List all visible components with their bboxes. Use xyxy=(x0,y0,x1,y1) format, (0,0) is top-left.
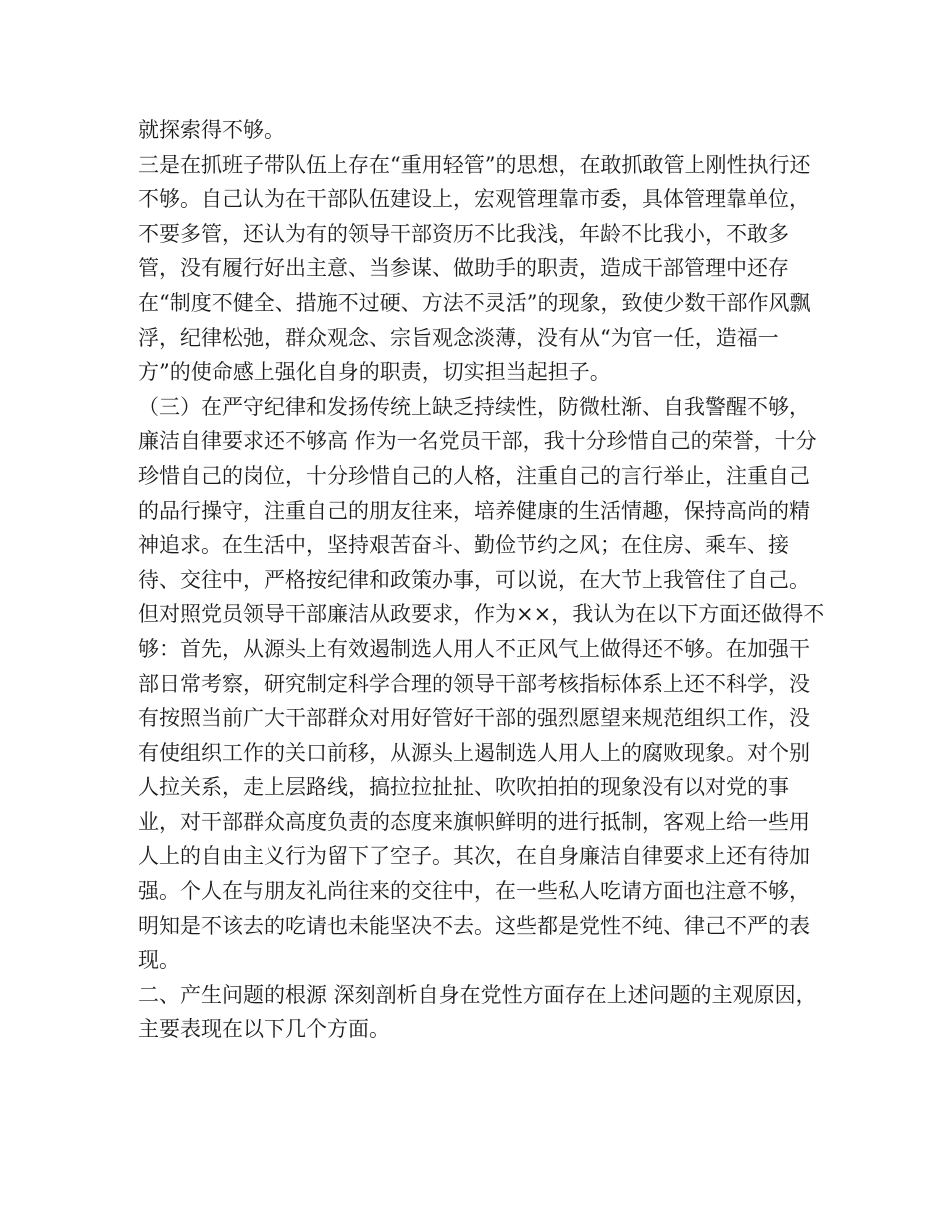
paragraph-3: （三）在严守纪律和发扬传统上缺乏持续性，防微杜渐、自我警醒不够，廉洁自律要求还不够高 作为一名党员干部，我十分珍惜自己的荣誉，十分珍惜自己的岗位，十分珍惜自己的人格，注重自己的言行举止，注重自己的品行操守，注重自己的朋友往来，培养健康的生活情趣，保持高尚的精神追求。在生活中，坚持艰苦奋斗、勤俭节约之风；在住房、乘车、接待、交往中，严格按纪律和政策办事，可以说，在大节上我管住了自己。但对照党员领导干部廉洁从政要求，作为××，我认为在以下方面还做得不够：首先，从源头上有效遏制选人用人不正风气上做得还不够。在加强干部日常考察，研究制定科学合理的领导干部考核指标体系上还不科学，没有按照当前广大干部群众对用好管好干部的强烈愿望来规范组织工作，没有使组织工作的关口前移，从源头上遏制选人用人上的腐败现象。对个别人拉关系，走上层路线，搞拉拉扯扯、吹吹拍拍的现象没有以对党的事业，对干部群众高度负责的态度来旗帜鲜明的进行抵制，客观上给一些用人上的自由主义行为留下了空子。其次，在自身廉洁自律要求上还有待加强。个人在与朋友礼尚往来的交往中，在一些私人吃请方面也注意不够，明知是不该去的吃请也未能坚决不去。这些都是党性不纯、律己不严的表现。 xyxy=(138,394,825,973)
paragraph-2: 三是在抓班子带队伍上存在“重用轻管”的思想，在敢抓敢管上刚性执行还不够。自己认为在干部队伍建设上，宏观管理靠市委，具体管理靠单位，不要多管，还认为有的领导干部资历不比我浅，年龄不比我小，不敢多管，没有履行好出主意、当参谋、做助手的职责，造成干部管理中还存在“制度不健全、措施不过硬、方法不灵活”的现象，致使少数干部作风飘浮，纪律松弛，群众观念、宗旨观念淡薄，没有从“为官一任，造福一方”的使命感上强化自身的职责，切实担当起担子。 xyxy=(138,152,811,385)
paragraph-1: 就探索得不够。 xyxy=(138,118,285,142)
paragraph-4: 二、产生问题的根源 深刻剖析自身在党性方面存在上述问题的主观原因，主要表现在以下几个方面。 xyxy=(138,982,817,1042)
document-body xyxy=(138,113,828,1047)
